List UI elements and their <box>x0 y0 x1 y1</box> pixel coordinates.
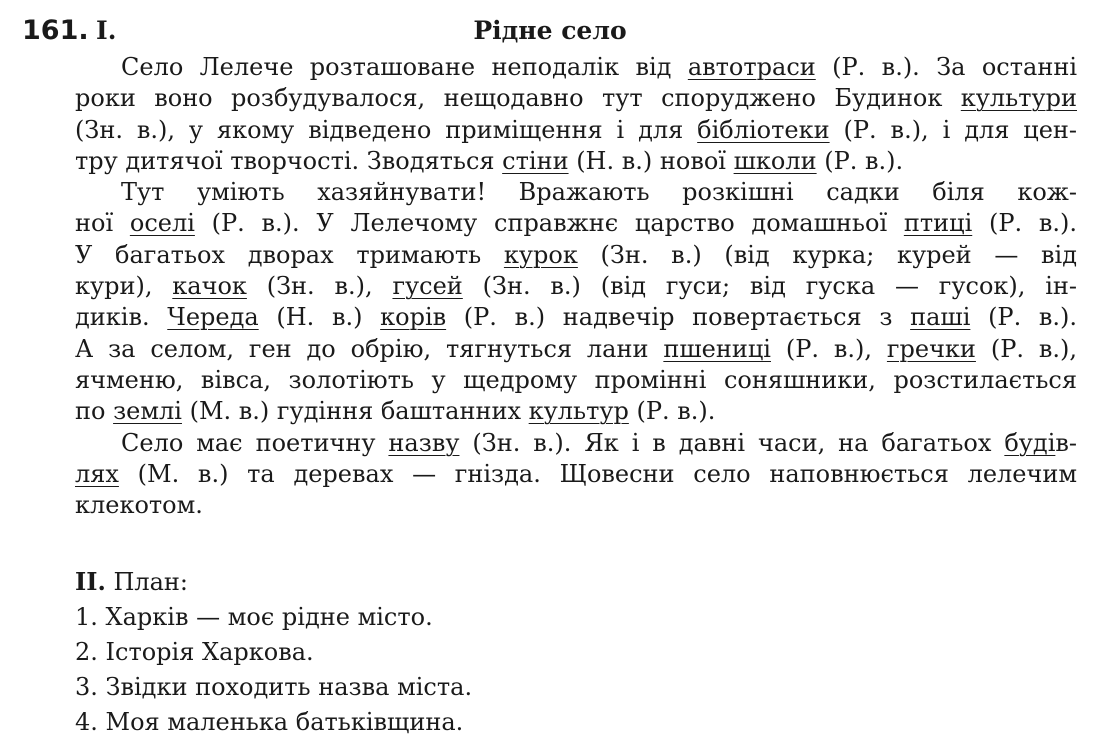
text-line: Село Лелече розташоване неподалік від автотраси (Р. в.). За останні <box>121 53 1077 81</box>
plan-item: 1. Харків — моє рідне місто. <box>75 603 433 631</box>
underlined-word: назву <box>388 428 460 457</box>
underlined-word: землі <box>113 397 182 426</box>
underlined-word: курок <box>503 240 578 269</box>
plan-section <box>75 564 472 740</box>
text-line: клекотом. <box>75 491 203 520</box>
text-line: роки воно розбудувалося, нещодавно тут споруджено Будинок культури <box>75 84 1077 113</box>
text-line: А за селом, ген до обрію, тягнуться лани пшениці (Р. в.), гречки (Р. в.), <box>75 334 1077 363</box>
exercise-header <box>0 14 1100 50</box>
underlined-word: буді <box>1004 428 1056 457</box>
underlined-word: культури <box>960 84 1077 113</box>
underlined-word: птиці <box>903 209 973 238</box>
part-two-label: II. <box>75 567 106 596</box>
text-line: диків. Череда (Н. в.) корів (Р. в.) надвечір повертається з паші (Р. в.). <box>75 303 1078 332</box>
part-one-label: I. <box>96 16 117 45</box>
text-title: Рідне село <box>473 16 627 45</box>
text-line: У багатьох дворах тримають курок (Зн. в.) (від курка; курей — від <box>75 240 1078 269</box>
underlined-word: пшениці <box>663 334 771 363</box>
text-line: лях (М. в.) та деревах — гнізда. Щовесни село наповнюється лелечим <box>75 459 1077 488</box>
underlined-word: корів <box>380 303 447 332</box>
underlined-word: оселі <box>129 209 195 238</box>
text-line: (Зн. в.), у якому відведено приміщення і для бібліотеки (Р. в.), і для цен- <box>75 115 1078 144</box>
text-line: Тут уміють хазяйнувати! Вражають розкішні садки біля кож- <box>121 178 1077 207</box>
underlined-word: стіни <box>502 146 569 175</box>
underlined-word: качок <box>172 272 247 301</box>
plan-heading: II. План: <box>75 567 189 596</box>
text-line: ної оселі (Р. в.). У Лелечому справжнє царство домашньої птиці (Р. в.). <box>75 209 1078 238</box>
underlined-word: гречки <box>886 334 976 363</box>
plan-item: 2. Історія Харкова. <box>75 638 314 666</box>
text-line: кури), качок (Зн. в.), гусей (Зн. в.) (від гуси; від гуска — гусок), ін- <box>75 272 1077 301</box>
exercise-number: 161. <box>22 15 89 46</box>
underlined-word: паші <box>910 303 971 332</box>
plan-item: 4. Моя маленька батьківщина. <box>75 708 464 736</box>
text-line: по землі (М. в.) гудіння баштанних культур (Р. в.). <box>75 397 716 426</box>
underlined-word: Череда <box>167 303 259 332</box>
plan-item: 3. Звідки походить назва міста. <box>75 673 473 701</box>
underlined-word: школи <box>733 146 817 175</box>
underlined-word: культур <box>528 397 629 426</box>
underlined-word: бібліотеки <box>697 115 830 144</box>
text-line: тру дитячої творчості. Зводяться стіни (Н. в.) нової школи (Р. в.). <box>75 146 904 175</box>
text-line: Село має поетичну назву (Зн. в.). Як і в давні часи, на багатьох будів- <box>121 428 1077 457</box>
underlined-word: лях <box>75 459 119 488</box>
underlined-word: гусей <box>392 272 463 301</box>
text-line: ячменю, вівса, золотіють у щедрому промінні соняшники, розстилається <box>75 365 1077 394</box>
underlined-word: автотраси <box>687 53 816 81</box>
exercise-text <box>75 52 1077 521</box>
